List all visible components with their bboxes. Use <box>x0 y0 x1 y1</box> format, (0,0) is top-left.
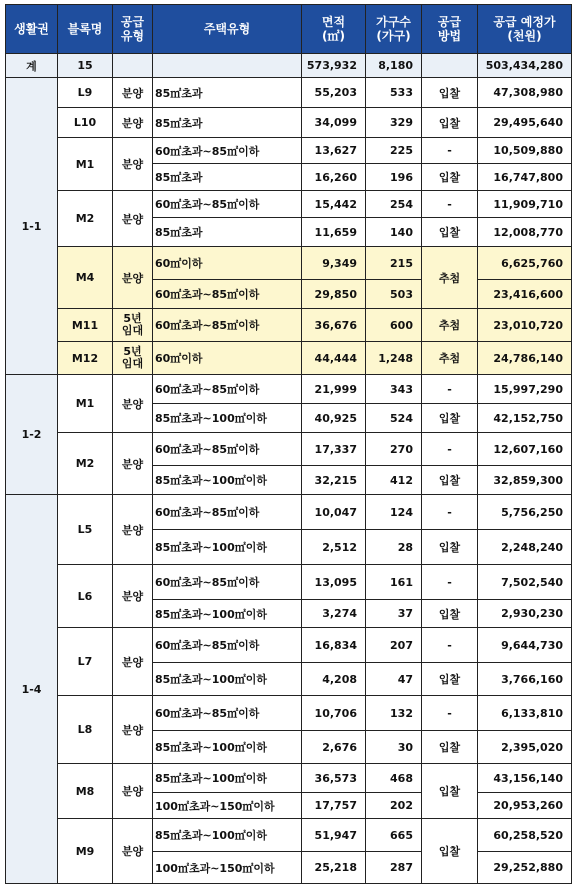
block-name-cell: L8 <box>58 696 113 764</box>
supply-type-cell: 분양 <box>113 764 153 819</box>
housing-type-cell: 60㎡이하 <box>153 342 302 375</box>
supply-type-cell: 분양 <box>113 78 153 108</box>
area-cell: 1-4 <box>6 495 58 884</box>
total-size: 573,932 <box>302 54 366 78</box>
price-cell: 9,644,730 <box>478 628 572 663</box>
header-units-line2: (가구) <box>376 29 411 43</box>
table-row <box>6 819 572 852</box>
header-housing-label: 주택유형 <box>203 22 251 36</box>
size-cell: 3,274 <box>302 600 366 628</box>
units-cell: 329 <box>366 108 422 138</box>
table-row <box>6 342 572 375</box>
header-block <box>58 5 113 54</box>
units-cell: 503 <box>366 280 422 309</box>
housing-type-cell: 85㎡초과~100㎡이하 <box>153 530 302 565</box>
method-cell: 입찰 <box>422 663 478 696</box>
housing-type-cell: 60㎡초과~85㎡이하 <box>153 191 302 218</box>
units-cell: 533 <box>366 78 422 108</box>
header-method-line1: 공급 <box>437 15 462 29</box>
housing-type-cell: 60㎡초과~85㎡이하 <box>153 309 302 342</box>
method-cell: - <box>422 628 478 663</box>
size-cell: 4,208 <box>302 663 366 696</box>
units-cell: 124 <box>366 495 422 530</box>
table-row <box>6 78 572 108</box>
size-cell: 44,444 <box>302 342 366 375</box>
price-cell: 29,252,880 <box>478 852 572 884</box>
block-name-cell: M1 <box>58 138 113 191</box>
total-units: 8,180 <box>366 54 422 78</box>
units-cell: 412 <box>366 466 422 495</box>
supply-type-cell: 분양 <box>113 375 153 433</box>
method-cell: 입찰 <box>422 530 478 565</box>
housing-type-cell: 85㎡초과 <box>153 164 302 191</box>
housing-type-cell: 85㎡초과~100㎡이하 <box>153 731 302 764</box>
units-cell: 161 <box>366 565 422 600</box>
total-label: 계 <box>6 54 58 78</box>
units-cell: 287 <box>366 852 422 884</box>
supply-type-cell: 분양 <box>113 138 153 191</box>
method-cell: 입찰 <box>422 600 478 628</box>
housing-type-cell: 60㎡초과~85㎡이하 <box>153 433 302 466</box>
units-cell: 1,248 <box>366 342 422 375</box>
price-cell: 5,756,250 <box>478 495 572 530</box>
table-row <box>6 108 572 138</box>
method-cell: - <box>422 375 478 404</box>
table-row <box>6 309 572 342</box>
header-area <box>6 5 58 54</box>
table-row <box>6 565 572 600</box>
supply-type-cell: 분양 <box>113 696 153 764</box>
housing-type-cell: 60㎡초과~85㎡이하 <box>153 375 302 404</box>
size-cell: 17,757 <box>302 793 366 819</box>
header-block-label: 블록명 <box>67 22 103 36</box>
housing-type-cell: 85㎡초과~100㎡이하 <box>153 600 302 628</box>
method-cell: 추첨 <box>422 342 478 375</box>
size-cell: 34,099 <box>302 108 366 138</box>
size-cell: 40,925 <box>302 404 366 433</box>
size-cell: 11,659 <box>302 218 366 247</box>
header-area-label: 생활권 <box>14 22 49 36</box>
total-supply-type-empty <box>113 54 153 78</box>
supply-type-cell: 분양 <box>113 565 153 628</box>
total-housing-empty <box>153 54 302 78</box>
price-cell: 2,395,020 <box>478 731 572 764</box>
table-row <box>6 247 572 280</box>
housing-type-cell: 85㎡초과~100㎡이하 <box>153 764 302 793</box>
table-row <box>6 191 572 218</box>
price-cell: 12,607,160 <box>478 433 572 466</box>
size-cell: 13,095 <box>302 565 366 600</box>
total-blocks: 15 <box>58 54 113 78</box>
method-cell: 입찰 <box>422 819 478 884</box>
total-method-empty <box>422 54 478 78</box>
housing-type-cell: 60㎡초과~85㎡이하 <box>153 280 302 309</box>
method-cell: 추첨 <box>422 309 478 342</box>
housing-type-cell: 85㎡초과~100㎡이하 <box>153 819 302 852</box>
units-cell: 215 <box>366 247 422 280</box>
units-cell: 468 <box>366 764 422 793</box>
table-row <box>6 696 572 731</box>
units-cell: 196 <box>366 164 422 191</box>
units-cell: 28 <box>366 530 422 565</box>
size-cell: 51,947 <box>302 819 366 852</box>
header-housing <box>153 5 302 54</box>
price-cell: 2,248,240 <box>478 530 572 565</box>
header-size-line2: (㎡) <box>322 29 345 43</box>
price-cell: 29,495,640 <box>478 108 572 138</box>
block-name-cell: M4 <box>58 247 113 309</box>
size-cell: 17,337 <box>302 433 366 466</box>
block-name-cell: L7 <box>58 628 113 696</box>
housing-type-cell: 100㎡초과~150㎡이하 <box>153 793 302 819</box>
housing-type-cell: 85㎡초과~100㎡이하 <box>153 466 302 495</box>
supply-type-line2: 임대 <box>121 357 144 370</box>
units-cell: 665 <box>366 819 422 852</box>
size-cell: 55,203 <box>302 78 366 108</box>
supply-type-cell: 분양 <box>113 108 153 138</box>
method-cell: - <box>422 565 478 600</box>
price-cell: 6,133,810 <box>478 696 572 731</box>
supply-type-cell <box>113 309 153 342</box>
block-name-cell: L9 <box>58 78 113 108</box>
housing-type-cell: 85㎡초과~100㎡이하 <box>153 663 302 696</box>
size-cell: 21,999 <box>302 375 366 404</box>
size-cell: 15,442 <box>302 191 366 218</box>
supply-type-line1: 5년 <box>123 312 142 325</box>
housing-type-cell: 60㎡초과~85㎡이하 <box>153 696 302 731</box>
method-cell: - <box>422 138 478 164</box>
price-cell: 60,258,520 <box>478 819 572 852</box>
method-cell: 입찰 <box>422 764 478 819</box>
price-cell: 43,156,140 <box>478 764 572 793</box>
supply-type-cell: 분양 <box>113 628 153 696</box>
size-cell: 25,218 <box>302 852 366 884</box>
block-name-cell: L6 <box>58 565 113 628</box>
size-cell: 36,573 <box>302 764 366 793</box>
units-cell: 47 <box>366 663 422 696</box>
block-name-cell: M2 <box>58 191 113 247</box>
units-cell: 202 <box>366 793 422 819</box>
total-price: 503,434,280 <box>478 54 572 78</box>
price-cell: 32,859,300 <box>478 466 572 495</box>
price-cell: 16,747,800 <box>478 164 572 191</box>
method-cell: - <box>422 495 478 530</box>
size-cell: 10,706 <box>302 696 366 731</box>
price-cell: 11,909,710 <box>478 191 572 218</box>
header-price-line1: 공급 예정가 <box>493 15 556 29</box>
housing-type-cell: 100㎡초과~150㎡이하 <box>153 852 302 884</box>
price-cell: 15,997,290 <box>478 375 572 404</box>
method-cell: 입찰 <box>422 108 478 138</box>
table-row <box>6 764 572 793</box>
block-name-cell: L10 <box>58 108 113 138</box>
size-cell: 9,349 <box>302 247 366 280</box>
price-cell: 6,625,760 <box>478 247 572 280</box>
header-supply-type <box>113 5 153 54</box>
block-name-cell: M1 <box>58 375 113 433</box>
units-cell: 140 <box>366 218 422 247</box>
header-price <box>478 5 572 54</box>
price-cell: 12,008,770 <box>478 218 572 247</box>
units-cell: 37 <box>366 600 422 628</box>
method-cell: 추첨 <box>422 247 478 309</box>
table-row <box>6 375 572 404</box>
housing-type-cell: 60㎡초과~85㎡이하 <box>153 138 302 164</box>
price-cell: 23,416,600 <box>478 280 572 309</box>
price-cell: 2,930,230 <box>478 600 572 628</box>
supply-type-cell: 분양 <box>113 495 153 565</box>
units-cell: 270 <box>366 433 422 466</box>
price-cell: 7,502,540 <box>478 565 572 600</box>
method-cell: 입찰 <box>422 164 478 191</box>
method-cell: 입찰 <box>422 404 478 433</box>
table-row <box>6 495 572 530</box>
table-row <box>6 138 572 164</box>
block-name-cell: L5 <box>58 495 113 565</box>
header-row <box>6 5 572 54</box>
size-cell: 32,215 <box>302 466 366 495</box>
supply-type-cell: 분양 <box>113 191 153 247</box>
supply-type-line1: 5년 <box>123 345 142 358</box>
header-method-line2: 방법 <box>437 29 462 43</box>
units-cell: 132 <box>366 696 422 731</box>
price-cell: 42,152,750 <box>478 404 572 433</box>
header-supply-type-line1: 공급 <box>120 15 145 29</box>
housing-type-cell: 85㎡초과 <box>153 78 302 108</box>
supply-schedule-table <box>5 4 572 884</box>
housing-type-cell: 85㎡초과 <box>153 218 302 247</box>
size-cell: 36,676 <box>302 309 366 342</box>
housing-type-cell: 60㎡이하 <box>153 247 302 280</box>
supply-type-cell <box>113 342 153 375</box>
header-size-line1: 면적 <box>321 15 346 29</box>
price-cell: 24,786,140 <box>478 342 572 375</box>
size-cell: 2,512 <box>302 530 366 565</box>
units-cell: 254 <box>366 191 422 218</box>
units-cell: 343 <box>366 375 422 404</box>
method-cell: - <box>422 433 478 466</box>
units-cell: 30 <box>366 731 422 764</box>
price-cell: 10,509,880 <box>478 138 572 164</box>
size-cell: 16,260 <box>302 164 366 191</box>
method-cell: - <box>422 696 478 731</box>
method-cell: 입찰 <box>422 218 478 247</box>
header-size <box>302 5 366 54</box>
block-name-cell: M2 <box>58 433 113 495</box>
header-price-line2: (천원) <box>507 29 542 43</box>
method-cell: 입찰 <box>422 731 478 764</box>
supply-type-cell: 분양 <box>113 433 153 495</box>
area-cell: 1-1 <box>6 78 58 375</box>
price-cell: 47,308,980 <box>478 78 572 108</box>
header-units-line1: 가구수 <box>376 15 411 29</box>
size-cell: 29,850 <box>302 280 366 309</box>
units-cell: 600 <box>366 309 422 342</box>
method-cell: 입찰 <box>422 466 478 495</box>
table-row <box>6 628 572 663</box>
header-method <box>422 5 478 54</box>
size-cell: 10,047 <box>302 495 366 530</box>
block-name-cell: M8 <box>58 764 113 819</box>
size-cell: 16,834 <box>302 628 366 663</box>
housing-type-cell: 60㎡초과~85㎡이하 <box>153 565 302 600</box>
method-cell: - <box>422 191 478 218</box>
supply-type-line2: 임대 <box>121 324 144 337</box>
supply-type-cell: 분양 <box>113 247 153 309</box>
housing-type-cell: 85㎡초과 <box>153 108 302 138</box>
supply-type-cell: 분양 <box>113 819 153 884</box>
price-cell: 20,953,260 <box>478 793 572 819</box>
table-row <box>6 433 572 466</box>
block-name-cell: M11 <box>58 309 113 342</box>
size-cell: 2,676 <box>302 731 366 764</box>
block-name-cell: M9 <box>58 819 113 884</box>
units-cell: 524 <box>366 404 422 433</box>
units-cell: 225 <box>366 138 422 164</box>
method-cell: 입찰 <box>422 78 478 108</box>
housing-type-cell: 60㎡초과~85㎡이하 <box>153 628 302 663</box>
price-cell: 3,766,160 <box>478 663 572 696</box>
housing-type-cell: 85㎡초과~100㎡이하 <box>153 404 302 433</box>
units-cell: 207 <box>366 628 422 663</box>
housing-type-cell: 60㎡초과~85㎡이하 <box>153 495 302 530</box>
header-units <box>366 5 422 54</box>
price-cell: 23,010,720 <box>478 309 572 342</box>
header-supply-type-line2: 유형 <box>120 29 145 43</box>
block-name-cell: M12 <box>58 342 113 375</box>
size-cell: 13,627 <box>302 138 366 164</box>
total-row <box>6 54 572 78</box>
area-cell: 1-2 <box>6 375 58 495</box>
